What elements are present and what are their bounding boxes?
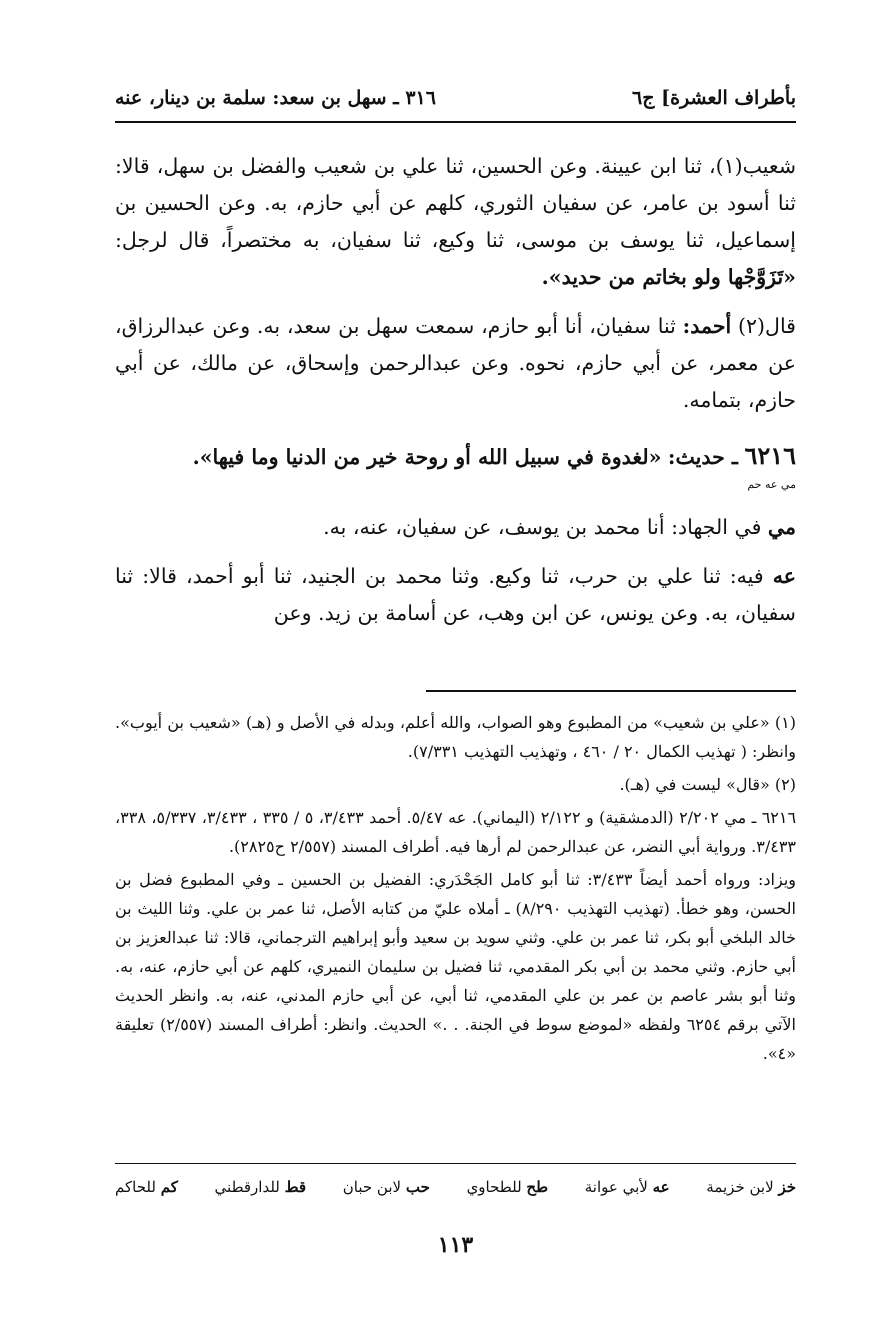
hadith-label: ـ حديث: (667, 445, 738, 469)
legend-rule (115, 1163, 796, 1164)
paragraph-2-lead: قال(٢) (738, 314, 796, 338)
legend-item: قط للدارقطني (214, 1178, 307, 1196)
footnote-2: (٢) «قال» ليست في (هـ). (619, 775, 796, 794)
source-symbols: مي عه حم (747, 478, 796, 491)
running-header (115, 70, 796, 110)
main-text (115, 148, 796, 644)
narrator-name: أحمد: (682, 314, 732, 338)
paragraph-4-text: فيه: ثنا علي بن حرب، ثنا وكيع. وثنا محمد بن الجنيد، ثنا أبو أحمد، قالا: ثنا سفيان، به. وعن يونس، عن ابن وهب، عن أسامة بن زيد. وعن (115, 564, 796, 625)
source-symbol-mi: مي (767, 515, 796, 539)
legend-item: كم للحاكم (115, 1178, 178, 1196)
footnote-rule (426, 690, 796, 692)
legend-item: طح للطحاوي (466, 1178, 549, 1196)
page-number: ١١٣ (437, 1232, 474, 1258)
header-book-volume: بأطراف العشرة] ج٦ (632, 87, 796, 110)
hadith-text: «لغدوة في سبيل الله أو روحة خير من الدنيا وما فيها». (192, 445, 662, 469)
header-rule (115, 121, 796, 123)
legend-item: حب لابن حبان (342, 1178, 430, 1196)
paragraph-1 (115, 148, 796, 296)
hadith-entry (115, 437, 796, 491)
paragraph-3-text: في الجهاد: أنا محمد بن يوسف، عن سفيان، عنه، به. (323, 515, 762, 539)
abbreviation-legend (115, 1178, 796, 1196)
footnotes (115, 708, 796, 1072)
footnote-3: ٦٢١٦ ـ مي ٢/٢٠٢ (الدمشقية) و ٢/١٢٢ (اليماني). عه ٥/٤٧. أحمد ٣/٤٣٣، ٥ / ٣٣٥ ، ٣/٤٣٣، ٥/٣٣٧، ٣٣٨، ٣/٤٣٣. ورواية أبي النضر، عن عبدالرحمن لم أرها فيه. أطراف المسند (٢/٥٥٧ ح٢٨٢٥). (115, 808, 797, 856)
header-chapter-title: ٣١٦ ـ سهل بن سعد: سلمة بن دينار، عنه (115, 87, 436, 110)
legend-item: عه لأبي عوانة (584, 1178, 670, 1196)
hadith-quote: «تَزَوَّجْها ولو بخاتم من حديد». (541, 265, 796, 289)
paragraph-2-text: ثنا سفيان، أنا أبو حازم، سمعت سهل بن سعد، به. وعن عبدالرزاق، عن معمر، عن أبي حازم، نحوه. وعن عبدالرحمن وإسحاق، عن مالك، عن أبي حازم، بتمامه. (115, 314, 796, 412)
source-symbol-ah: عه (772, 564, 796, 588)
paragraph-1-text: شعيب(١)، ثنا ابن عيينة. وعن الحسين، ثنا علي بن شعيب والفضل بن سهل، قالا: ثنا أسود بن عامر، عن سفيان الثوري، كلهم عن أبي حازم، به. وعن الحسين بن إسماعيل، ثنا يوسف بن موسى، ثنا وكيع، ثنا سفيان، به مختصراً، قال لرجل: (115, 154, 796, 252)
book-page (115, 0, 796, 1332)
legend-item: خز لابن خزيمة (706, 1178, 796, 1196)
footnote-4: ويزاد: ورواه أحمد أيضاً ٣/٤٣٣: ثنا أبو كامل الجَحْدَري: الفضيل بن الحسين ـ وفي المطبوع فضل بن الحسن، وهو خطأ. (تهذيب التهذيب ٨/٢٩٠) ـ أملاه عليّ من كتابه الأصل، ثنا عمر بن علي. وثنا الليث بن خالد البلخي أبو بكر، ثنا عمر بن علي. وثني سويد بن سعيد وأبو إبراهيم الترجماني، قالا: ثنا عبدالعزيز بن أبي حازم. وثني محمد بن أبي بكر المقدمي، ثنا فضيل بن سليمان النميري، كلهم عن أبي حازم، عنه، به. وثنا أبو بشر عاصم بن عمر بن علي المقدمي، ثنا أبي، عن أبي حازم المدني، عنه، به. وانظر الحديث الآتي برقم ٦٢٥٤ ولفظه «لموضع سوط في الجنة. . .» الحديث. وانظر: أطراف المسند (٢/٥٥٧) تعليقة «٤». (115, 870, 796, 1063)
paragraph-4 (115, 558, 796, 632)
hadith-number: ٦٢١٦ (744, 441, 796, 470)
paragraph-3 (115, 509, 796, 546)
footnote-1: (١) «علي بن شعيب» من المطبوع وهو الصواب، والله أعلم، وبدله في الأصل و (هـ) «شعيب بن أيوب». وانظر: ( تهذيب الكمال ٢٠ / ٤٦٠ ، وتهذيب التهذيب ٧/٣٣١). (115, 713, 796, 761)
paragraph-2 (115, 308, 796, 419)
